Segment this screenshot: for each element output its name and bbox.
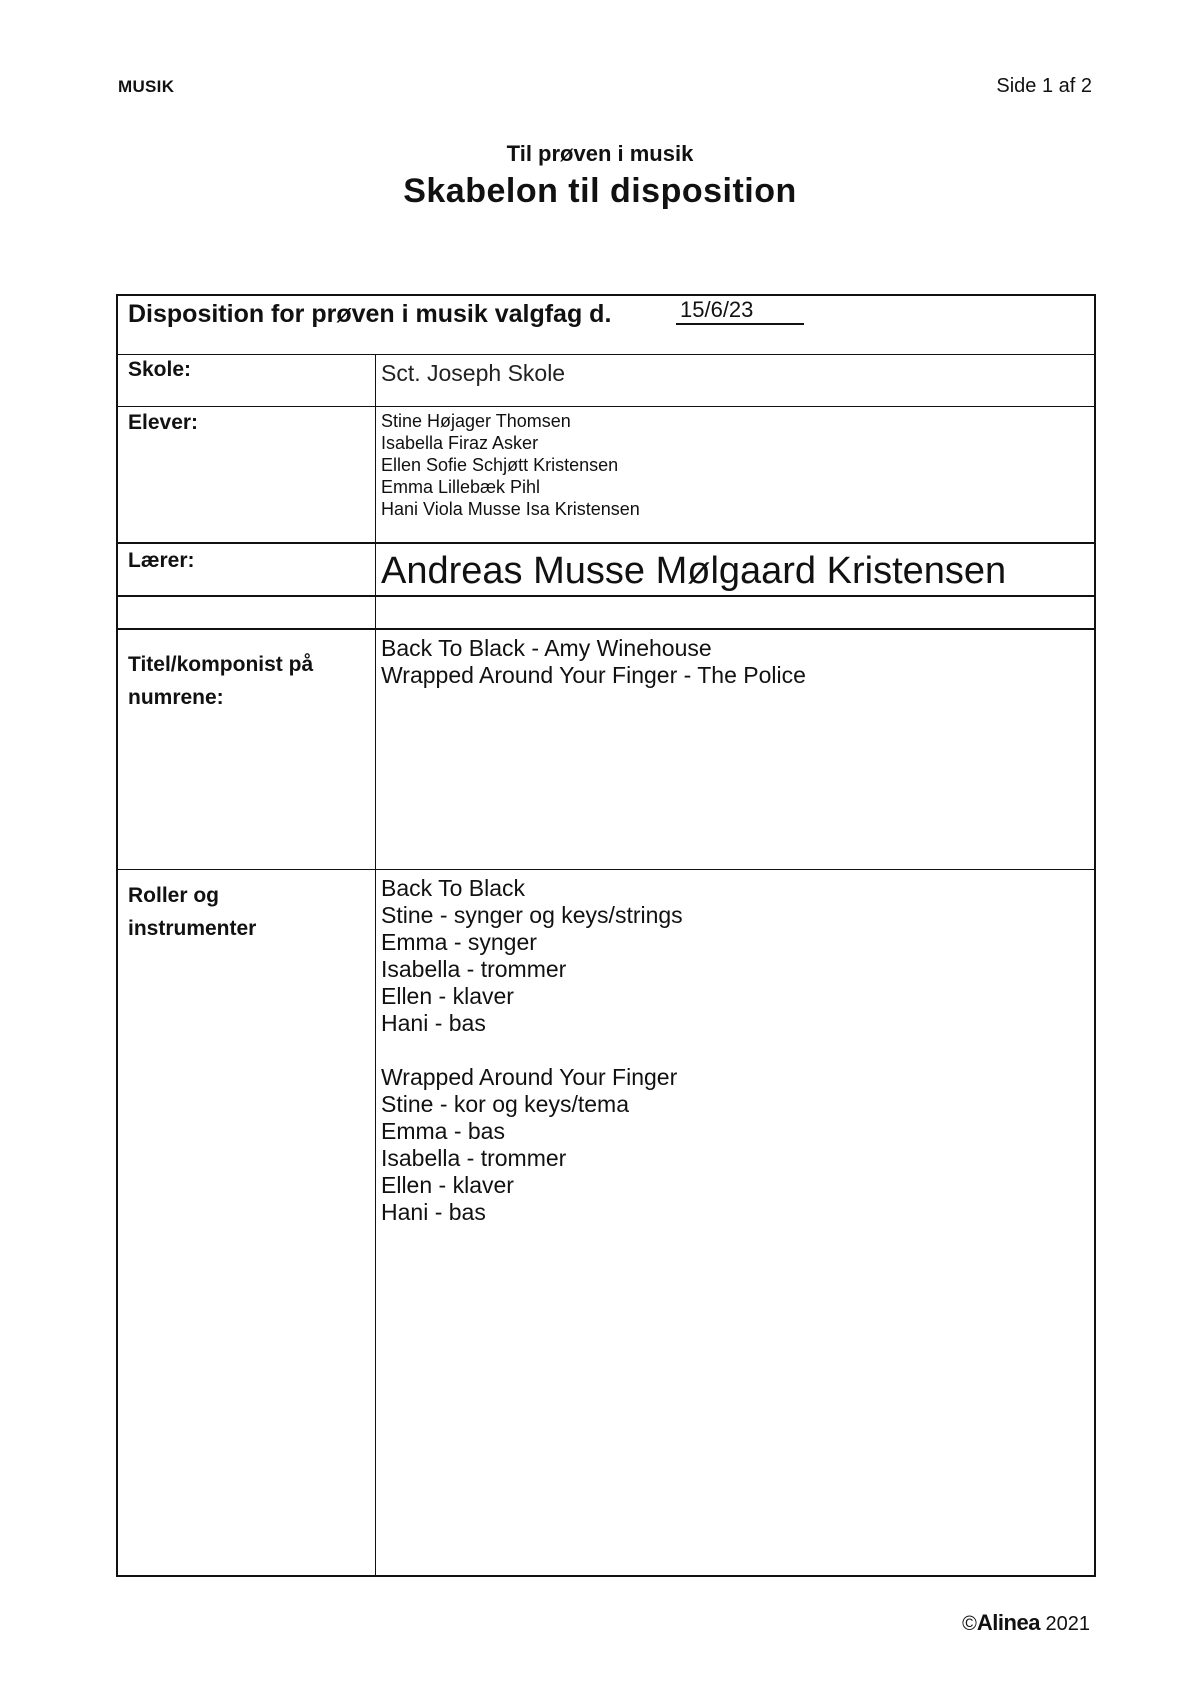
students-field[interactable] xyxy=(381,410,640,520)
disposition-label: Disposition for prøven i musik valgfag d. xyxy=(128,300,612,328)
student-name: Emma Lillebæk Pihl xyxy=(381,477,541,497)
spacer xyxy=(381,1037,683,1064)
role-item: Isabella - trommer xyxy=(381,1145,567,1171)
copyright-footer xyxy=(962,1610,1090,1636)
songs-field[interactable] xyxy=(381,635,806,689)
copyright-year: 2021 xyxy=(1045,1613,1090,1635)
row-divider xyxy=(116,542,1096,544)
header-subject: MUSIK xyxy=(118,77,175,96)
copyright-symbol: © xyxy=(962,1613,977,1635)
roles-field[interactable] xyxy=(381,875,683,1226)
songs-label xyxy=(128,648,313,714)
student-name: Ellen Sofie Schjøtt Kristensen xyxy=(381,455,619,475)
roles-song-title: Wrapped Around Your Finger xyxy=(381,1064,678,1090)
role-item: Ellen - klaver xyxy=(381,1172,514,1198)
document-subtitle: Til prøven i musik xyxy=(506,141,694,166)
teacher-field[interactable]: Andreas Musse Mølgaard Kristensen xyxy=(381,550,1007,592)
student-name: Isabella Firaz Asker xyxy=(381,433,539,453)
role-item: Emma - bas xyxy=(381,1118,505,1144)
student-name: Hani Viola Musse Isa Kristensen xyxy=(381,499,640,519)
roles-label-line: instrumenter xyxy=(128,917,257,940)
teacher-label: Lærer: xyxy=(128,549,195,572)
row-divider xyxy=(116,628,1096,630)
role-item: Hani - bas xyxy=(381,1199,486,1225)
roles-song-title: Back To Black xyxy=(381,875,526,901)
roles-label xyxy=(128,879,256,945)
role-item: Stine - synger og keys/strings xyxy=(381,902,683,928)
role-item: Isabella - trommer xyxy=(381,956,567,982)
students-label: Elever: xyxy=(128,411,199,434)
row-divider xyxy=(116,406,1096,407)
date-field[interactable]: 15/6/23 xyxy=(676,298,804,325)
role-item: Hani - bas xyxy=(381,1010,486,1036)
role-item: Emma - synger xyxy=(381,929,537,955)
role-item: Stine - kor og keys/tema xyxy=(381,1091,629,1117)
row-divider xyxy=(116,869,1096,870)
roles-label-line: Roller og xyxy=(128,884,220,907)
song-item: Back To Black - Amy Winehouse xyxy=(381,635,712,661)
page-number: Side 1 af 2 xyxy=(996,75,1092,97)
role-item: Ellen - klaver xyxy=(381,983,514,1009)
publisher-logo: Alinea xyxy=(976,1610,1040,1635)
song-item: Wrapped Around Your Finger - The Police xyxy=(381,662,806,688)
school-label: Skole: xyxy=(128,358,192,381)
row-divider xyxy=(116,354,1096,355)
document-title: Skabelon til disposition xyxy=(403,172,797,210)
school-field[interactable]: Sct. Joseph Skole xyxy=(381,360,566,386)
student-name: Stine Højager Thomsen xyxy=(381,411,571,431)
column-divider xyxy=(375,354,376,1576)
songs-label-line: numrene: xyxy=(128,686,224,709)
songs-label-line: Titel/komponist på xyxy=(128,653,314,676)
row-divider xyxy=(116,595,1096,597)
